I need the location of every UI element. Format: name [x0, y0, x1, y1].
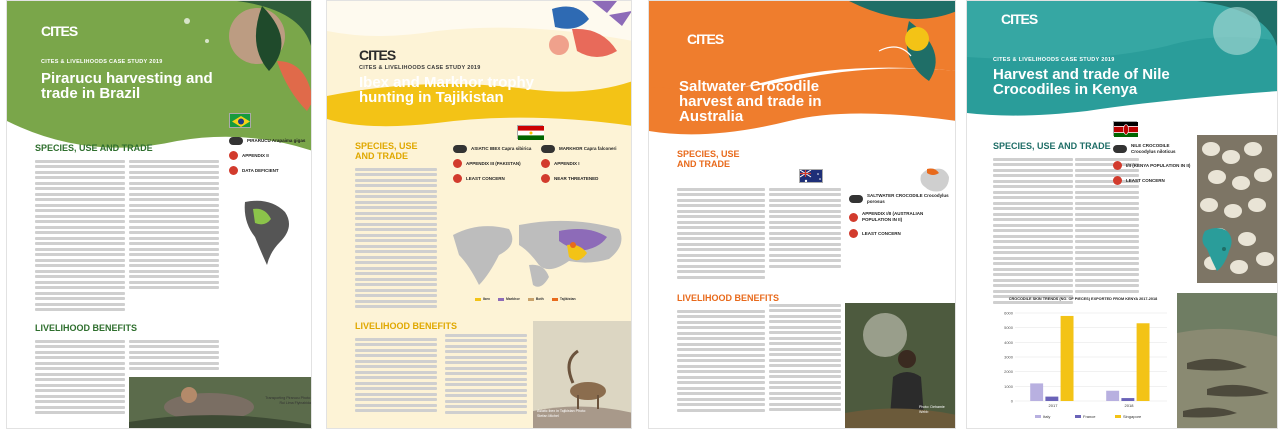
species-info: PIRARUCU Arapaima gigas APPENDIX II DATA DEFICIENT [229, 137, 311, 181]
kicker: CITES & LIVELIHOODS CASE STUDY 2019 [359, 65, 481, 71]
photo-caption: Transporting Pirarucu Photo: Rui Lima Flyinabida [265, 396, 311, 405]
bar-singapore-2017 [1061, 316, 1074, 401]
y-tick-label: 3000 [1004, 354, 1013, 360]
iucn-status-icon [541, 174, 550, 183]
photo-caption: Photo: Dehamie Webb [919, 405, 945, 414]
species-info: SALTWATER CROCODILE Crocodylus porosus APPENDIX I/II (AUSTRALIAN POPULATION IN II) LEAST CONCERN [849, 193, 953, 244]
body-text [129, 157, 219, 317]
section-heading: LIVELIHOOD BENEFITS [677, 293, 780, 303]
section-heading: LIVELIHOOD BENEFITS [355, 321, 458, 331]
bar-singapore-2018 [1137, 323, 1150, 401]
section-heading: SPECIES, USE AND TRADE [677, 149, 740, 169]
fish-icon [229, 137, 243, 145]
markhor-icon [541, 145, 555, 153]
page-title: Saltwater Crocodile harvest and trade in Australia [679, 78, 822, 125]
kicker: CITES & LIVELIHOODS CASE STUDY 2019 [41, 59, 163, 65]
crocodile-farm-photo [1177, 293, 1278, 429]
poster-pirarucu-brazil[interactable] [6, 0, 312, 429]
body-text [677, 307, 765, 425]
kicker: CITES & LIVELIHOODS CASE STUDY 2019 [993, 57, 1115, 63]
legend-swatch [1115, 415, 1121, 418]
poster-ibex-markhor-tajikistan[interactable] [326, 0, 632, 429]
legend-swatch [1075, 415, 1081, 418]
y-tick-label: 1000 [1004, 383, 1013, 389]
body-text [769, 185, 841, 289]
iucn-status-icon [1113, 176, 1122, 185]
y-tick-label: 2000 [1004, 369, 1013, 375]
cites-logo: CITES [41, 23, 78, 39]
australia-flag-icon [799, 169, 823, 183]
cites-appendix-icon [453, 159, 462, 168]
page-title: Pirarucu harvesting and trade in Brazil [41, 70, 213, 102]
legend-label: Italy [1043, 414, 1051, 419]
world-range-map [449, 215, 631, 295]
tajikistan-flag-icon [517, 125, 543, 139]
bar-italy-2018 [1106, 391, 1119, 401]
body-text [129, 337, 219, 377]
bar-france-2017 [1045, 397, 1058, 401]
chart-title: CROCODILE SKIN TRENDS (NO. OF PIECES) EXPORTED FROM KENYA 2017-2018 [1008, 297, 1158, 301]
page-title: Harvest and trade of Nile Crocodiles in Kenya [993, 66, 1170, 98]
legend-label: France [1083, 414, 1096, 419]
page-title: Ibex and Markhor trophy hunting in Tajikistan [359, 74, 535, 106]
section-heading: SPECIES, USE AND TRADE [355, 141, 418, 161]
body-text [769, 301, 841, 425]
cites-appendix-icon [849, 213, 858, 222]
crocodile-icon [849, 195, 863, 203]
brazil-flag-icon [229, 113, 251, 128]
iucn-status-icon [849, 229, 858, 238]
section-heading: SPECIES, USE AND TRADE [35, 143, 153, 153]
y-tick-label: 5000 [1004, 325, 1013, 331]
poster-saltwater-crocodile-australia[interactable] [648, 0, 956, 429]
cites-logo: CITES [1001, 11, 1038, 27]
ibex-icon [453, 145, 467, 153]
kenya-flag-icon [1113, 121, 1137, 136]
bar-france-2018 [1121, 398, 1134, 401]
cites-logo: CITES [359, 47, 396, 63]
body-text [355, 335, 437, 425]
species-info-ibex: ASIATIC IBEX Capra sibirica APPENDIX III (PAKISTAN) LEAST CONCERN [453, 145, 537, 189]
map-legend: Ibex Markhor Both Tajikistan [475, 297, 576, 301]
cites-appendix-icon [1113, 161, 1122, 170]
y-tick-label: 0 [1010, 398, 1013, 404]
body-text [445, 331, 527, 425]
species-info: NILE CROCODILE Crocodylus niloticus I/II (KENYA POPULATION IN II) LEAST CONCERN [1113, 143, 1193, 191]
body-text [677, 185, 765, 289]
body-text [35, 337, 125, 425]
cites-appendix-icon [541, 159, 550, 168]
south-america-map [225, 197, 305, 267]
africa-map [1197, 225, 1237, 275]
iucn-status-icon [229, 166, 238, 175]
crocodile-icon [1113, 145, 1127, 153]
section-heading: LIVELIHOOD BENEFITS [35, 323, 138, 333]
y-tick-label: 6000 [1004, 310, 1013, 316]
cites-logo: CITES [687, 31, 724, 47]
skin-export-chart [993, 309, 1173, 423]
legend-label: Singapore [1123, 414, 1142, 419]
australia-map [917, 165, 951, 195]
poster-nile-crocodile-kenya[interactable] [966, 0, 1278, 429]
iucn-status-icon [453, 174, 462, 183]
bar-italy-2017 [1030, 383, 1043, 401]
cites-appendix-icon [229, 151, 238, 160]
species-info-markhor: MARKHOR Capra falconeri APPENDIX I NEAR THREATENED [541, 145, 627, 189]
body-text [355, 165, 437, 315]
section-heading: SPECIES, USE AND TRADE [993, 141, 1111, 151]
body-text [35, 157, 125, 317]
y-tick-label: 4000 [1004, 339, 1013, 345]
legend-swatch [1035, 415, 1041, 418]
x-tick-label: 2018 [1124, 403, 1134, 408]
body-text [993, 155, 1073, 315]
x-tick-label: 2017 [1048, 403, 1058, 408]
photo-caption: Asiatic ibex in Tajikistan Photo: Stefan Michel [537, 409, 587, 418]
